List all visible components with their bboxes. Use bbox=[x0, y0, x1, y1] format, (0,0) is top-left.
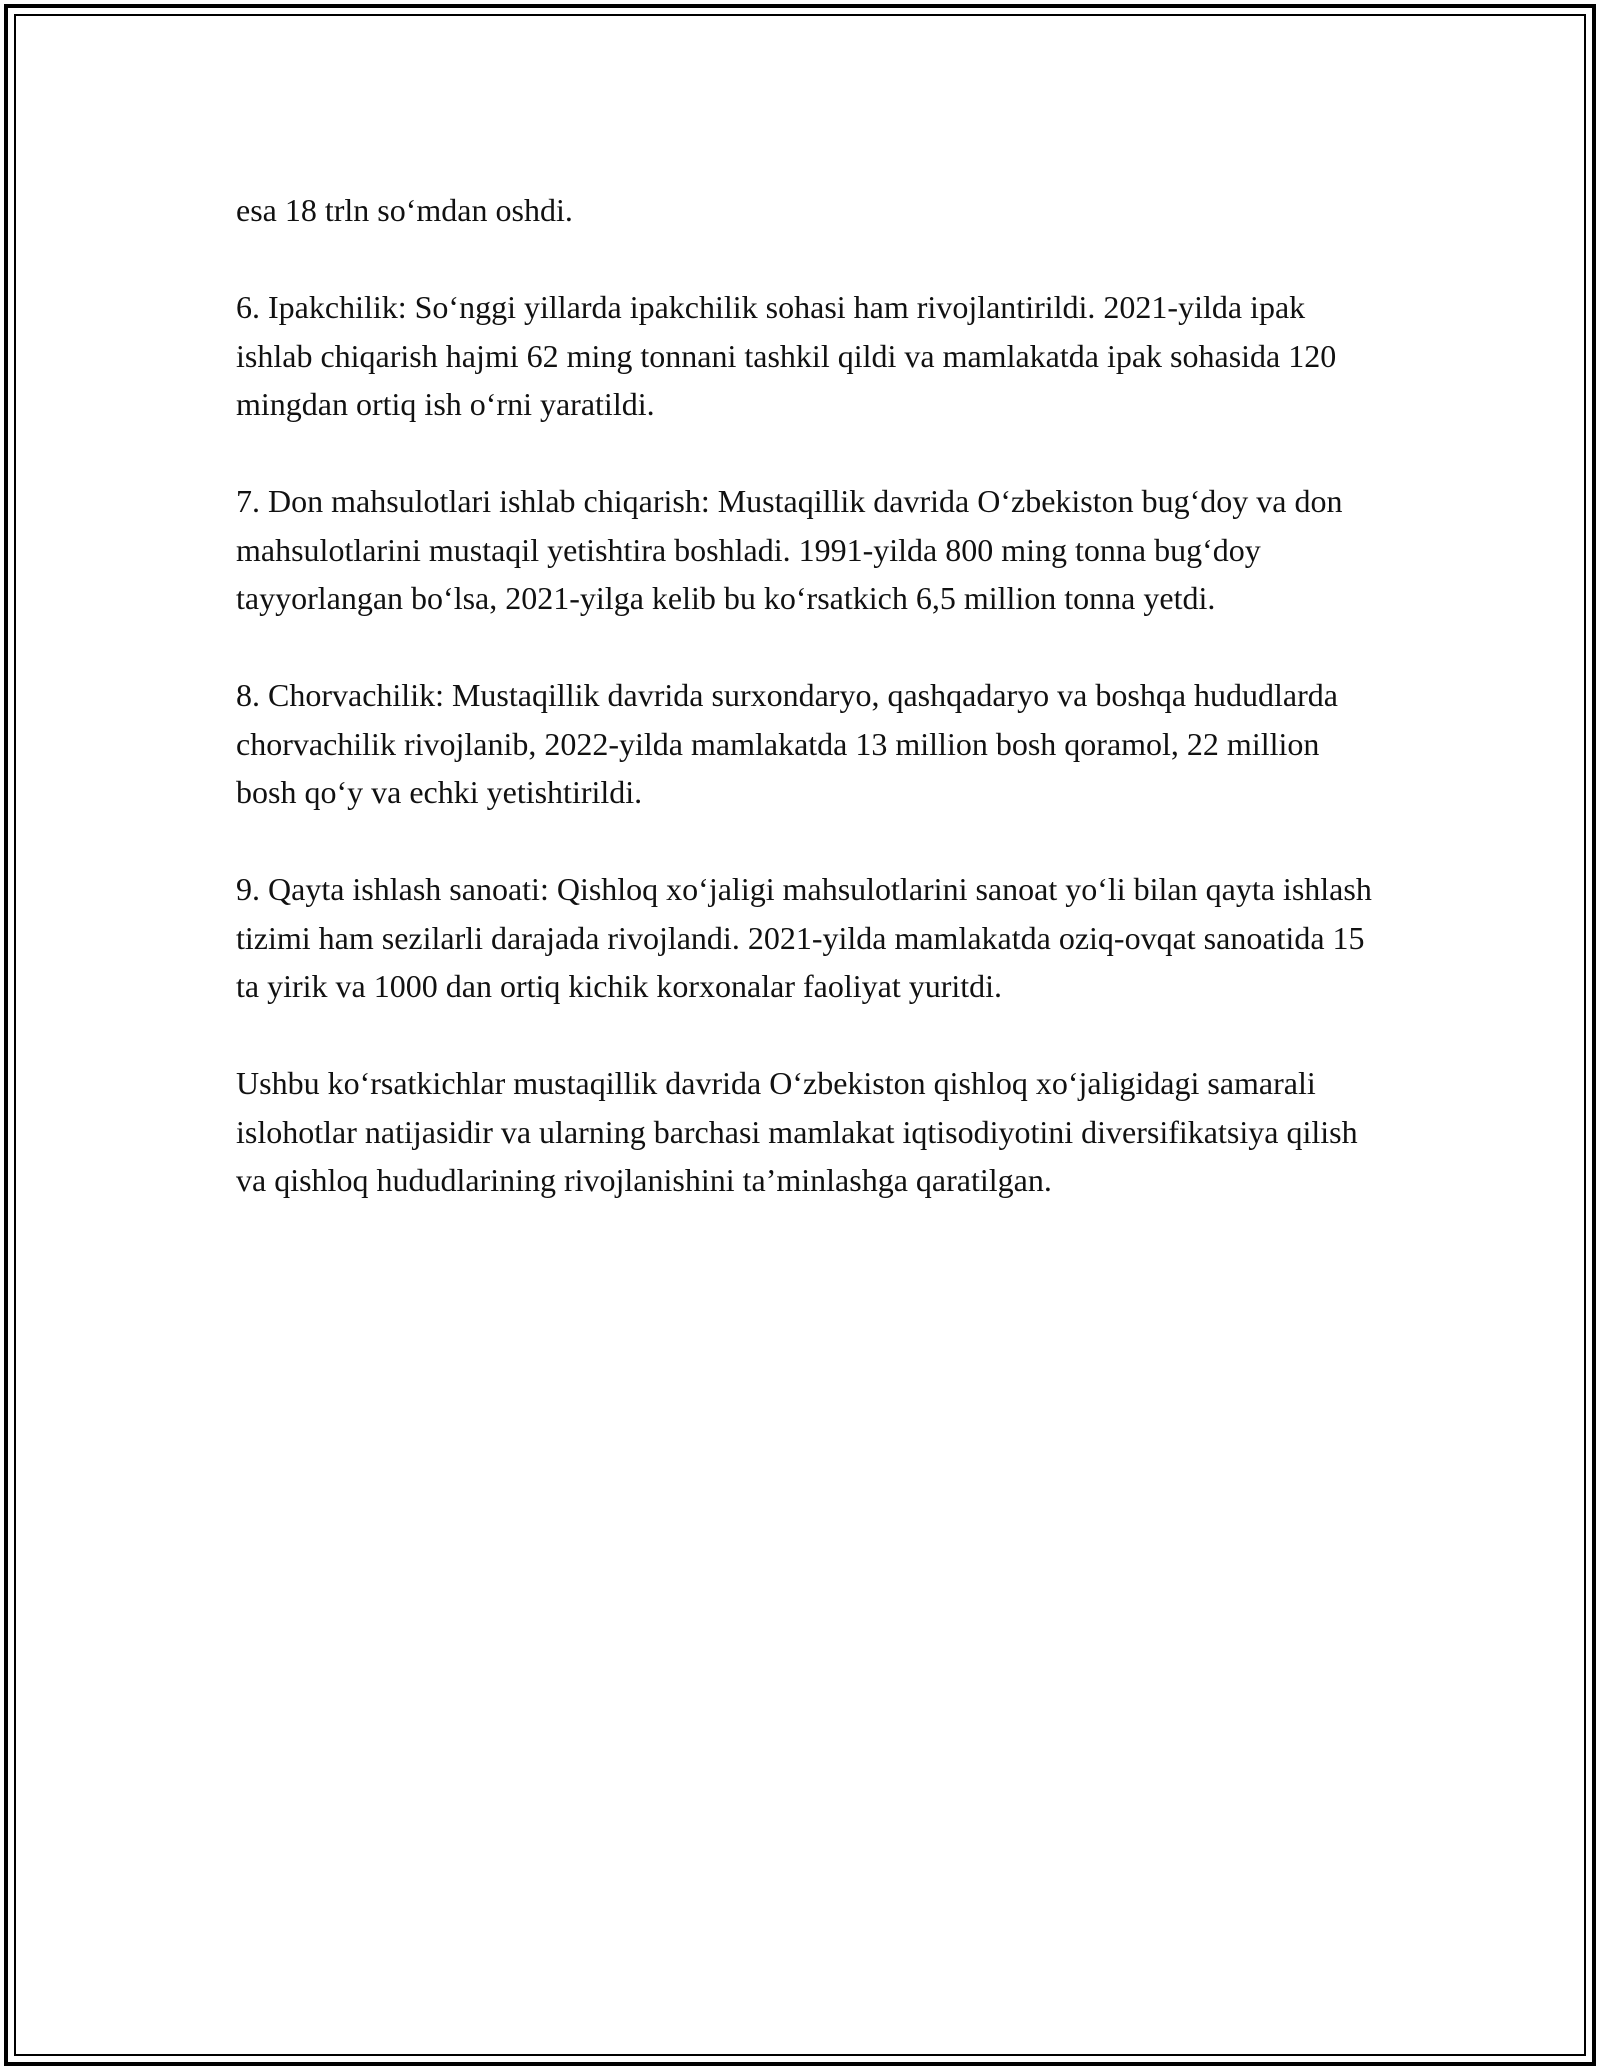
paragraph-chorvachilik: 8. Chorvachilik: Mustaqillik davrida surxondaryo, qashqadaryo va boshqa hududlarda chorvachilik rivojlanib, 2022-yilda mamlakatda 13 million bosh qoramol, 22 million bosh qo‘y va echki yetishtirildi. bbox=[236, 677, 1338, 810]
paragraph-conclusion: Ushbu ko‘rsatkichlar mustaqillik davrida O‘zbekiston qishloq xo‘jaligidagi samarali islohotlar natijasidir va ularning barchasi mamlakat iqtisodiyotini diversifikatsiya qilish va qishloq hududlarining rivojlanishini ta’minlashga qaratilgan. bbox=[236, 1065, 1358, 1198]
paragraph-ipakchilik: 6. Ipakchilik: So‘nggi yillarda ipakchilik sohasi ham rivojlantirildi. 2021-yilda ipak ishlab chiqarish hajmi 62 ming tonnani tashkil qildi va mamlakatda ipak sohasida 120 mingdan ortiq ish o‘rni yaratildi. bbox=[236, 289, 1337, 422]
paragraph-don-mahsulotlari: 7. Don mahsulotlari ishlab chiqarish: Mustaqillik davrida O‘zbekiston bug‘doy va don mahsulotlarini mustaqil yetishtira boshladi. 1991-yilda 800 ming tonna bug‘doy tayyorlangan bo‘lsa, 2021-yilga kelib bu ko‘rsatkich 6,5 million tonna yetdi. bbox=[236, 483, 1343, 616]
paragraph-qayta-ishlash: 9. Qayta ishlash sanoati: Qishloq xo‘jaligi mahsulotlarini sanoat yo‘li bilan qayta ishlash tizimi ham sezilarli darajada rivojlandi. 2021-yilda mamlakatda oziq-ovqat sanoatida 15 ta yirik va 1000 dan ortiq kichik korxonalar faoliyat yuritdi. bbox=[236, 871, 1372, 1004]
document-body bbox=[236, 186, 1386, 1253]
paragraph-continuation: esa 18 trln so‘mdan oshdi. bbox=[236, 192, 573, 228]
